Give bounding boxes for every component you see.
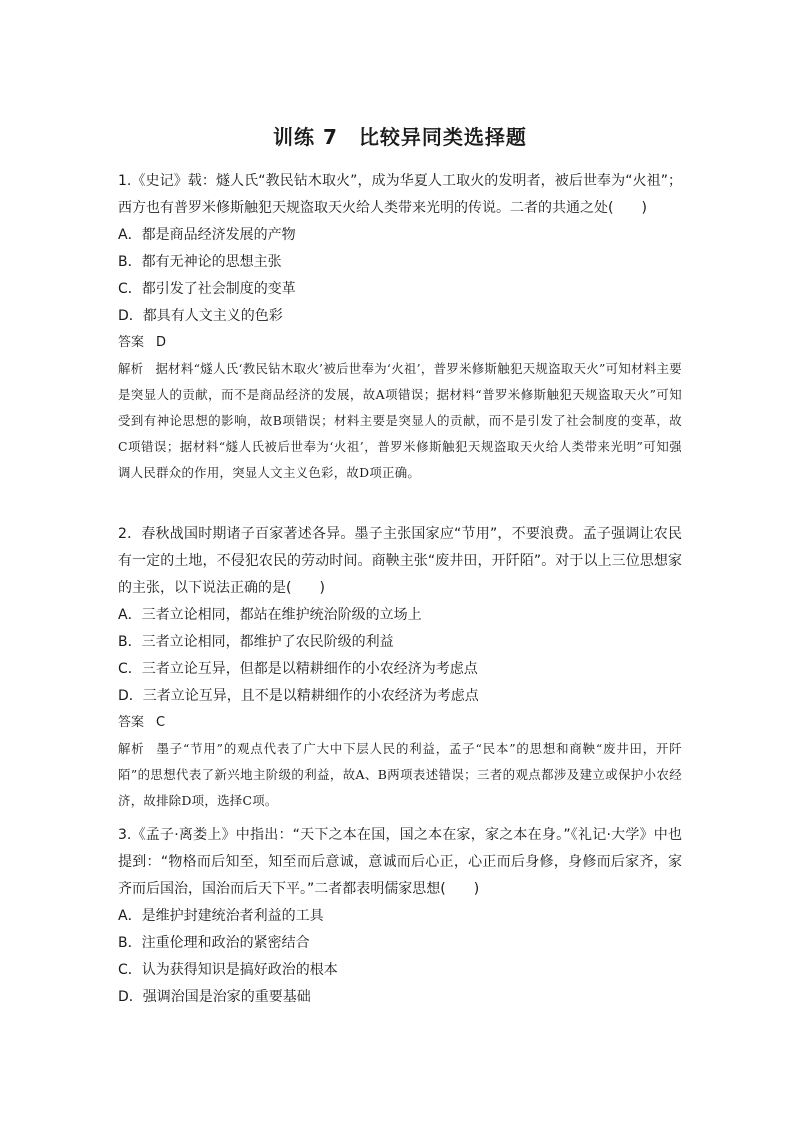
question-stem: 2．春秋战国时期诸子百家著述各异。墨子主张国家应“节用”，不要浪费。孟子强调让农民有一定的土地，不侵犯农民的劳动时间。商鞅主张“废井田，开阡陌”。对于以上三位思想家的主张，以下说法正确的是( ) [118,526,682,596]
explanation-text: 据材料“燧人氏‘教民钻木取火’被后世奉为‘火祖’，普罗米修斯触犯天规盗取天火”可知材料主要是突显人的贡献，而不是商品经济的发展，故A项错误；据材料“普罗米修斯触犯天规盗取天火”可知受到有神论思想的影响，故B项错误；材料主要是突显人的贡献，而不是引发了社会制度的变革，故C项错误；据材料“燧人氏被后世奉为‘火祖’，普罗米修斯触犯天规盗取天火给人类带来光明”可知强调人民群众的作用，突显人文主义色彩，故D项正确。 [118,361,682,480]
explanation [118,736,682,814]
question-3 [118,822,682,1011]
explanation [118,356,682,486]
question-1 [118,168,682,486]
explanation-text: 墨子“节用”的观点代表了广大中下层人民的利益，孟子“民本”的思想和商鞅“废井田，开阡陌”的思想代表了新兴地主阶级的利益，故A、B两项表述错误；三者的观点都涉及建立或保护小农经济，故排除D项，选择C项。 [118,741,682,808]
option-d: D．强调治国是治家的重要基础 [118,989,311,1005]
answer-label: 答案 [118,715,145,730]
question-stem: 3.《孟子·离娄上》中指出：“天下之本在国，国之本在家，家之本在身。”《礼记·大学》中也提到：“物格而后知至，知至而后意诚，意诚而后心正，心正而后身修，身修而后家齐，家齐而后国治，国治而后天下平。”二者都表明儒家思想( ) [118,827,682,897]
option-c: C．都引发了社会制度的变革 [118,281,296,297]
page-title: 训练 7 比较异同类选择题 [273,125,527,149]
option-b: B．三者立论相同，都维护了农民阶级的利益 [118,634,394,650]
explanation-label: 解析 [118,741,145,756]
option-d: D．三者立论互异，且不是以精耕细作的小农经济为考虑点 [118,688,479,704]
answer-line [118,710,682,736]
option-b: B．注重伦理和政治的紧密结合 [118,935,310,951]
answer-value: D [156,335,167,350]
question-stem: 1.《史记》载：燧人氏“教民钻木取火”，成为华夏人工取火的发明者，被后世奉为“火祖”；西方也有普罗米修斯触犯天规盗取天火给人类带来光明的传说。二者的共通之处( ) [118,173,682,216]
answer-label: 答案 [118,335,145,350]
option-c: C．三者立论互异，但都是以精耕细作的小农经济为考虑点 [118,661,478,677]
option-a: A．三者立论相同，都站在维护统治阶级的立场上 [118,607,422,623]
option-b: B．都有无神论的思想主张 [118,254,282,270]
option-d: D．都具有人文主义的色彩 [118,308,283,324]
answer-value: C [156,715,166,730]
question-2 [118,521,682,814]
answer-line [118,330,682,356]
option-c: C．认为获得知识是搞好政治的根本 [118,962,338,978]
option-a: A．都是商品经济发展的产物 [118,227,296,243]
explanation-label: 解析 [118,361,144,376]
option-a: A．是维护封建统治者利益的工具 [118,908,324,924]
